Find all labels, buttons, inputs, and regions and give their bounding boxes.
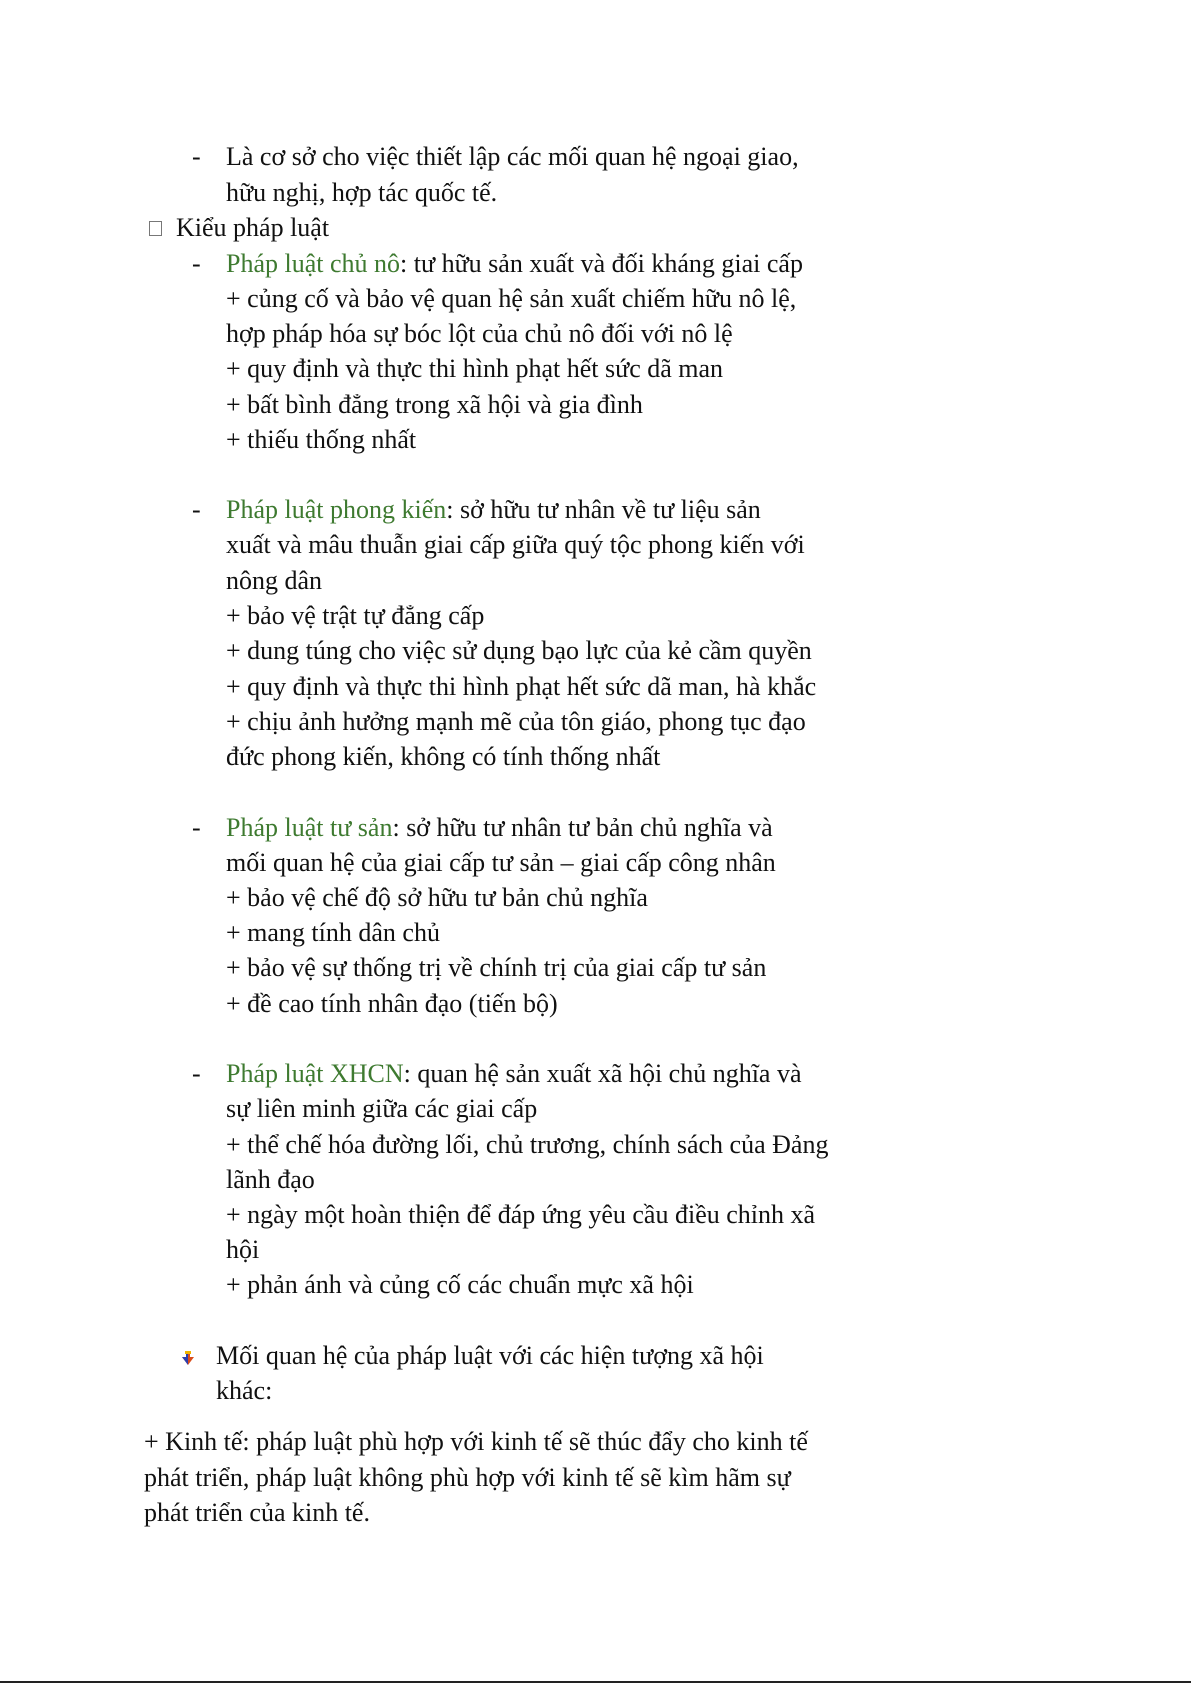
list-dash: - — [192, 249, 201, 278]
feudal-law-heading — [226, 493, 761, 527]
economy-line: phát triển, pháp luật không phù hợp với kinh tế sẽ kìm hãm sự — [144, 1463, 791, 1492]
slave-law-line: + thiếu thống nhất — [226, 425, 417, 454]
feudal-law-line: + dung túng cho việc sử dụng bạo lực của kẻ cầm quyền — [226, 636, 812, 665]
socialist-law-line: hội — [226, 1235, 260, 1264]
economy-line: phát triển của kinh tế. — [144, 1498, 370, 1527]
checkbox-bullet-icon — [149, 221, 162, 236]
bourgeois-law-line: + bảo vệ sự thống trị về chính trị của giai cấp tư sản — [226, 953, 767, 982]
slave-law-line: hợp pháp hóa sự bóc lột của chủ nô đối với nô lệ — [226, 319, 733, 348]
economy-line: + Kinh tế: pháp luật phù hợp với kinh tế sẽ thúc đẩy cho kinh tế — [144, 1427, 808, 1456]
feudal-law-line: + chịu ảnh hưởng mạnh mẽ của tôn giáo, phong tục đạo — [226, 707, 806, 736]
feudal-law-line: đức phong kiến, không có tính thống nhất — [226, 742, 661, 771]
slave-law-line: + củng cố và bảo vệ quan hệ sản xuất chiếm hữu nô lệ, — [226, 284, 797, 313]
intro-line-2: hữu nghị, hợp tác quốc tế. — [226, 178, 498, 207]
feudal-law-desc: : sở hữu tư nhân về tư liệu sản — [446, 495, 761, 524]
relation-heading-line-1: Mối quan hệ của pháp luật với các hiện tượng xã hội — [216, 1341, 764, 1370]
socialist-law-line: + thể chế hóa đường lối, chủ trương, chính sách của Đảng — [226, 1130, 829, 1159]
feudal-law-line: + bảo vệ trật tự đẳng cấp — [226, 601, 485, 630]
bourgeois-law-line: + bảo vệ chế độ sở hữu tư bản chủ nghĩa — [226, 883, 648, 912]
socialist-law-line: + phản ánh và củng cố các chuẩn mực xã hội — [226, 1270, 694, 1299]
bourgeois-law-term: Pháp luật tư sản — [226, 813, 393, 842]
slave-law-desc: : tư hữu sản xuất và đối kháng giai cấp — [400, 249, 803, 278]
feudal-law-line: + quy định và thực thi hình phạt hết sức dã man, hà khắc — [226, 672, 817, 701]
list-dash: - — [192, 142, 201, 171]
page-bottom-rule — [0, 1681, 1191, 1683]
socialist-law-line: + ngày một hoàn thiện để đáp ứng yêu cầu điều chỉnh xã — [226, 1200, 816, 1229]
bourgeois-law-line: mối quan hệ của giai cấp tư sản – giai cấp công nhân — [226, 848, 776, 877]
list-dash: - — [192, 495, 201, 524]
bourgeois-law-heading — [226, 811, 773, 845]
list-dash: - — [192, 813, 201, 842]
bourgeois-law-desc: : sở hữu tư nhân tư bản chủ nghĩa và — [392, 813, 773, 842]
socialist-law-term: Pháp luật XHCN — [226, 1059, 404, 1088]
heading-law-types: Kiểu pháp luật — [176, 213, 330, 242]
slave-law-heading — [226, 247, 803, 281]
bourgeois-law-line: + mang tính dân chủ — [226, 918, 440, 947]
slave-law-line: + quy định và thực thi hình phạt hết sức dã man — [226, 354, 724, 383]
feudal-law-line: xuất và mâu thuẫn giai cấp giữa quý tộc phong kiến với — [226, 530, 805, 559]
intro-line-1: Là cơ sở cho việc thiết lập các mối quan hệ ngoại giao, — [226, 142, 799, 171]
list-dash: - — [192, 1059, 201, 1088]
feudal-law-line: nông dân — [226, 566, 323, 595]
bourgeois-law-line: + đề cao tính nhân đạo (tiến bộ) — [226, 989, 558, 1018]
socialist-law-desc: : quan hệ sản xuất xã hội chủ nghĩa và — [403, 1059, 802, 1088]
slave-law-line: + bất bình đẳng trong xã hội và gia đình — [226, 390, 643, 419]
relation-heading-line-2: khác: — [216, 1376, 273, 1405]
socialist-law-heading — [226, 1057, 802, 1091]
down-arrow-bullet-icon — [180, 1349, 196, 1367]
slave-law-term: Pháp luật chủ nô — [226, 249, 401, 278]
socialist-law-line: sự liên minh giữa các giai cấp — [226, 1094, 538, 1123]
socialist-law-line: lãnh đạo — [226, 1165, 315, 1194]
feudal-law-term: Pháp luật phong kiến — [226, 495, 447, 524]
